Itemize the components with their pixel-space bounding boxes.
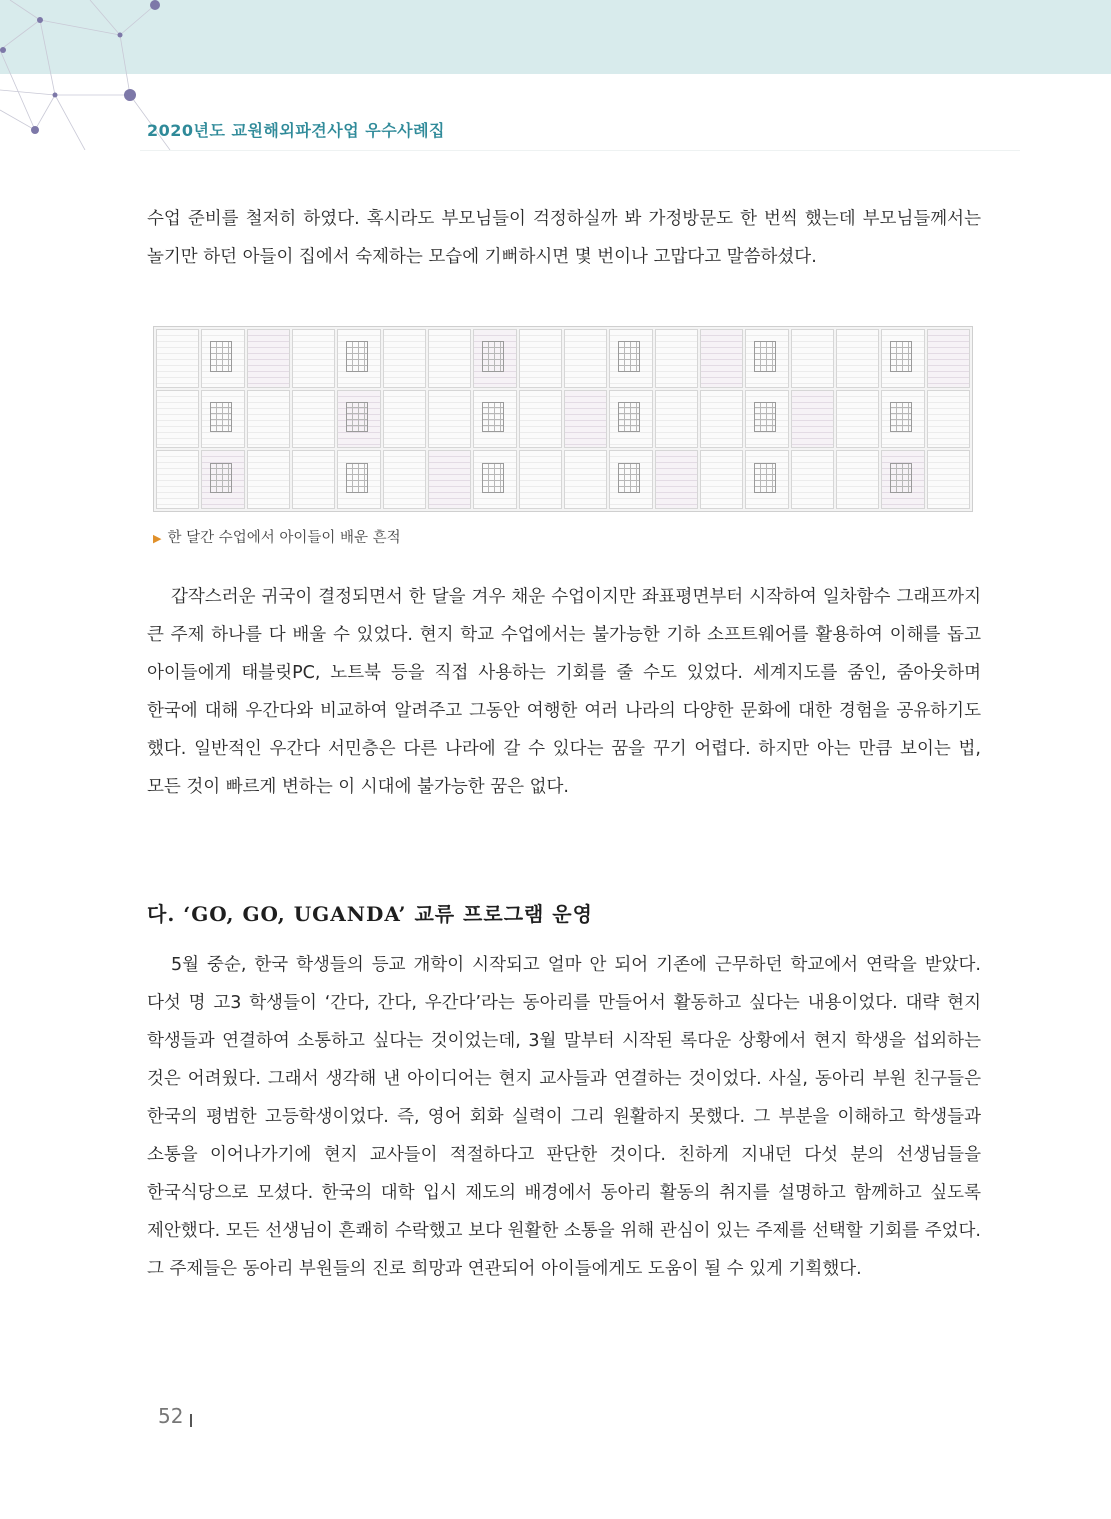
worksheet-photo (700, 450, 743, 509)
worksheet-photo (564, 390, 607, 449)
worksheet-photo (609, 329, 652, 388)
worksheet-photo (927, 390, 970, 449)
homework-photo-collage (153, 326, 973, 512)
worksheet-photo (745, 390, 788, 449)
worksheet-photo (337, 450, 380, 509)
worksheet-photo (564, 329, 607, 388)
worksheet-photo (836, 329, 879, 388)
worksheet-photo (700, 329, 743, 388)
worksheet-photo (201, 329, 244, 388)
worksheet-photo (473, 450, 516, 509)
worksheet-photo (927, 450, 970, 509)
worksheet-photo (791, 390, 834, 449)
worksheet-photo (292, 329, 335, 388)
worksheet-photo (655, 390, 698, 449)
worksheet-photo (247, 329, 290, 388)
caption-triangle-icon: ▶ (153, 532, 162, 545)
worksheet-photo (292, 390, 335, 449)
header-divider (140, 150, 1020, 151)
worksheet-photo (791, 329, 834, 388)
page-number: 52 (158, 1404, 184, 1428)
worksheet-photo (292, 450, 335, 509)
worksheet-photo (156, 390, 199, 449)
section-heading: 다. ‘GO, GO, UGANDA’ 교류 프로그램 운영 (147, 902, 593, 926)
worksheet-photo (247, 450, 290, 509)
worksheet-photo (156, 329, 199, 388)
worksheet-photo (201, 450, 244, 509)
running-header-title: 2020년도 교원해외파견사업 우수사례집 (147, 121, 446, 140)
worksheet-photo (655, 450, 698, 509)
worksheet-photo (564, 450, 607, 509)
worksheet-photo (745, 450, 788, 509)
worksheet-photo (156, 450, 199, 509)
worksheet-photo (836, 390, 879, 449)
worksheet-photo (473, 329, 516, 388)
worksheet-photo (473, 390, 516, 449)
body-paragraph-3: 5월 중순, 한국 학생들의 등교 개학이 시작되고 얼마 안 되어 기존에 근무하던 학교에서 연락을 받았다. 다섯 명 고3 학생들이 ‘간다, 간다, 우간다’라는 동아리를 만들어서 활동하고 싶다는 내용이었다. 대략 현지 학생들과 연결하여 소통하고 싶다는 것이었는데, 3월 말부터 시작된 록다운 상황에서 현지 학생을 섭외하는 것은 어려웠다. 그래서 생각해 낸 아이디어는 현지 교사들과 연결하는 것이었다. 사실, 동아리 부원 친구들은 한국의 평범한 고등학생이었다. 즉, 영어 회화 실력이 그리 원활하지 못했다. 그 부분을 이해하고 학생들과 소통을 이어나가기에 현지 교사들이 적절하다고 판단한 것이다. 친하게 지내던 다섯 분의 선생님들을 한국식당으로 모셨다. 한국의 대학 입시 제도의 배경에서 동아리 활동의 취지를 설명하고 함께하고 싶도록 제안했다. 모든 선생님이 흔쾌히 수락했고 보다 원활한 소통을 위해 관심이 있는 주제를 선택할 기회를 주었다. 그 주제들은 동아리 부원들의 진로 희망과 연관되어 아이들에게도 도움이 될 수 있게 기획했다. (147, 955, 981, 1279)
worksheet-photo (247, 390, 290, 449)
worksheet-photo (927, 329, 970, 388)
worksheet-photo (428, 390, 471, 449)
worksheet-photo (519, 450, 562, 509)
worksheet-photo (428, 450, 471, 509)
worksheet-photo (745, 329, 788, 388)
worksheet-photo (337, 390, 380, 449)
worksheet-photo (700, 390, 743, 449)
worksheet-photo (519, 390, 562, 449)
worksheet-photo (519, 329, 562, 388)
worksheet-photo (655, 329, 698, 388)
worksheet-photo (383, 329, 426, 388)
page-number-divider (190, 1414, 192, 1427)
worksheet-photo (428, 329, 471, 388)
figure-caption-text: 한 달간 수업에서 아이들이 배운 흔적 (167, 530, 401, 546)
figure-caption (153, 526, 401, 547)
worksheet-photo (383, 450, 426, 509)
worksheet-photo (383, 390, 426, 449)
worksheet-photo (609, 390, 652, 449)
worksheet-photo (201, 390, 244, 449)
worksheet-photo (881, 390, 924, 449)
worksheet-photo (609, 450, 652, 509)
worksheet-photo (881, 329, 924, 388)
body-paragraph-2: 갑작스러운 귀국이 결정되면서 한 달을 겨우 채운 수업이지만 좌표평면부터 시작하여 일차함수 그래프까지 큰 주제 하나를 다 배울 수 있었다. 현지 학교 수업에서는 불가능한 기하 소프트웨어를 활용하여 이해를 돕고 아이들에게 태블릿PC, 노트북 등을 직접 사용하는 기회를 줄 수도 있었다. 세계지도를 줌인, 줌아웃하며 한국에 대해 우간다와 비교하여 알려주고 그동안 여행한 여러 나라의 다양한 문화에 대한 경험을 공유하기도 했다. 일반적인 우간다 서민층은 다른 나라에 갈 수 있다는 꿈을 꾸기 어렵다. 하지만 아는 만큼 보이는 법, 모든 것이 빠르게 변하는 이 시대에 불가능한 꿈은 없다. (147, 587, 981, 797)
worksheet-photo (791, 450, 834, 509)
worksheet-photo (836, 450, 879, 509)
worksheet-photo (337, 329, 380, 388)
body-paragraph-1: 수업 준비를 철저히 하였다. 혹시라도 부모님들이 걱정하실까 봐 가정방문도 한 번씩 했는데 부모님들께서는 놀기만 하던 아들이 집에서 숙제하는 모습에 기뻐하시면 몇 번이나 고맙다고 말씀하셨다. (147, 209, 981, 267)
worksheet-photo (881, 450, 924, 509)
